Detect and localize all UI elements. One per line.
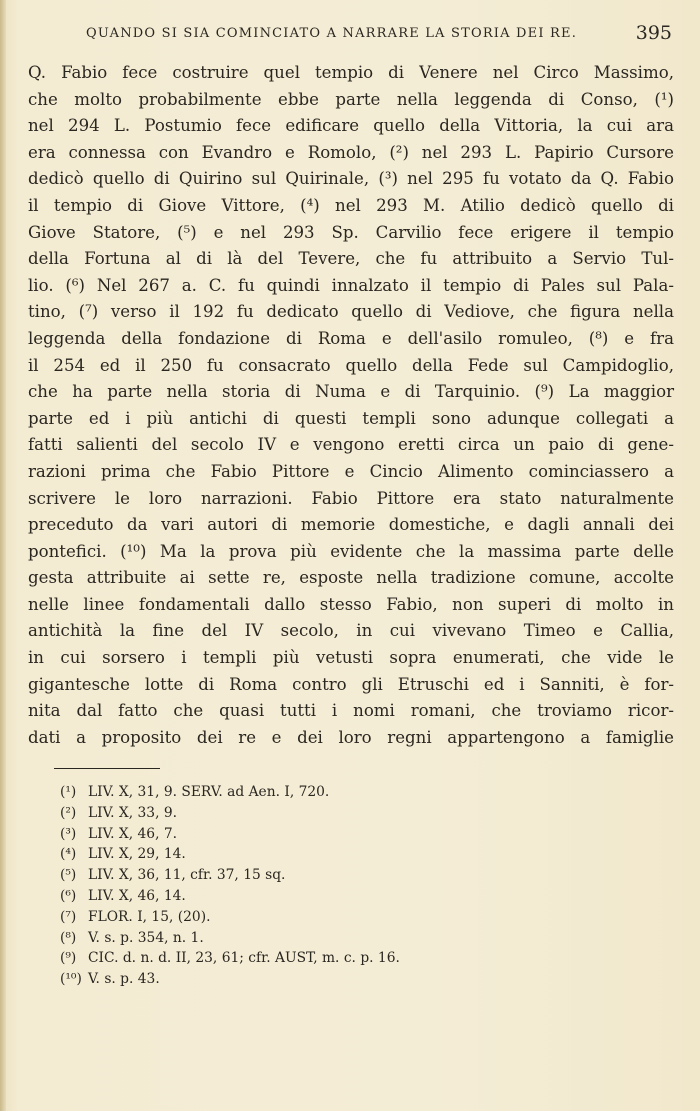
- body-line: Giove Statore, (⁵) e nel 293 Sp. Carvilio fece erigere il tempio: [28, 222, 674, 242]
- running-title: QUANDO SI SIA COMINCIATO A NARRARE LA STORIA DEI RE.: [86, 26, 578, 41]
- footnote-text: V. s. p. 43.: [88, 971, 160, 988]
- body-line: della Fortuna al di là del Tevere, che fu attribuito a Servio Tul-: [28, 249, 674, 269]
- footnote-mark: (⁵): [60, 867, 77, 884]
- footnote: [60, 782, 620, 803]
- body-line: nelle linee fondamentali dallo stesso Fabio, non superi di molto in: [28, 594, 674, 614]
- footnote: [60, 803, 620, 824]
- footnote: [60, 907, 620, 928]
- body-line: dati a proposito dei re e dei loro regni appartengono a famiglie: [28, 727, 674, 747]
- body-line: Q. Fabio fece costruire quel tempio di Venere nel Circo Massimo,: [28, 63, 674, 82]
- body-line: in cui sorsero i templi più vetusti sopra enumerati, che vide le: [28, 648, 674, 668]
- body-line: nita dal fatto che quasi tutti i nomi romani, che troviamo ricor-: [28, 701, 674, 721]
- body-line: nel 294 L. Postumio fece edificare quello della Vittoria, la cui ara: [28, 116, 674, 136]
- footnote-separator: [54, 768, 160, 769]
- body-line: parte ed i più antichi di questi templi sono adunque collegati a: [28, 408, 674, 428]
- body-line: che ha parte nella storia di Numa e di Tarquinio. (⁹) La maggior: [28, 382, 674, 402]
- footnote-mark: (³): [60, 825, 77, 842]
- footnote-mark: (⁹): [60, 950, 77, 967]
- body-line: era connessa con Evandro e Romolo, (²) nel 293 L. Papirio Cursore: [28, 142, 674, 162]
- body-line: leggenda della fondazione di Roma e dell'asilo romuleo, (⁸) e fra: [28, 328, 674, 348]
- body-line: che molto probabilmente ebbe parte nella leggenda di Conso, (¹): [28, 89, 674, 109]
- body-line: il tempio di Giove Vittore, (⁴) nel 293 M. Atilio dedicò quello di: [28, 195, 674, 215]
- body-line: antichità la fine del IV secolo, in cui vivevano Timeo e Callia,: [28, 621, 674, 641]
- footnote: [60, 886, 620, 907]
- footnote: [60, 824, 620, 845]
- body-line: scrivere le loro narrazioni. Fabio Pittore era stato naturalmente: [28, 488, 674, 508]
- footnote-text: LIV. X, 31, 9. SERV. ad Aen. I, 720.: [88, 784, 330, 800]
- footnotes: [60, 782, 620, 990]
- footnote-text: LIV. X, 33, 9.: [88, 804, 178, 821]
- page-edge-shadow: [0, 0, 6, 1111]
- body-line: tino, (⁷) verso il 192 fu dedicato quello di Vediove, che figura nella: [28, 302, 674, 322]
- footnote-mark: (²): [60, 804, 77, 821]
- footnote: [60, 928, 620, 949]
- body-line: fatti salienti del secolo IV e vengono eretti circa un paio di gene-: [28, 435, 674, 455]
- footnote-text: LIV. X, 36, 11, cfr. 37, 15 sq.: [88, 867, 286, 884]
- footnote-text: LIV. X, 46, 14.: [88, 887, 186, 904]
- footnote-text: FLOR. I, 15, (20).: [88, 908, 211, 925]
- footnote: [60, 969, 620, 990]
- footnote-mark: (¹): [60, 784, 77, 800]
- footnote: [60, 948, 620, 969]
- body-line: il 254 ed il 250 fu consacrato quello della Fede sul Campidoglio,: [28, 355, 674, 375]
- footnote-mark: (⁷): [60, 908, 77, 925]
- body-line: dedicò quello di Quirino sul Quirinale, (³) nel 295 fu votato da Q. Fabio: [28, 169, 674, 189]
- body-line: gesta attribuite ai sette re, esposte nella tradizione comune, accolte: [28, 568, 674, 588]
- running-head: [86, 22, 672, 48]
- footnote-text: LIV. X, 29, 14.: [88, 846, 186, 863]
- page-number: 395: [635, 22, 672, 44]
- footnote-text: CIC. d. n. d. II, 23, 61; cfr. AUST, m. c. p. 16.: [88, 950, 400, 967]
- footnote-mark: (⁸): [60, 929, 77, 946]
- body-line: lio. (⁶) Nel 267 a. C. fu quindi innalzato il tempio di Pales sul Pala-: [28, 275, 674, 295]
- body-line: pontefici. (¹⁰) Ma la prova più evidente che la massima parte delle: [28, 541, 674, 561]
- footnote-mark: (⁶): [60, 887, 77, 904]
- body-line: preceduto da vari autori di memorie domestiche, e dagli annali dei: [28, 515, 674, 535]
- footnote-mark: (¹⁰): [60, 971, 82, 988]
- footnote: [60, 865, 620, 886]
- footnote: [60, 844, 620, 865]
- footnote-mark: (⁴): [60, 846, 77, 863]
- footnote-text: V. s. p. 354, n. 1.: [88, 929, 204, 946]
- body-line: razioni prima che Fabio Pittore e Cincio Alimento cominciassero a: [28, 461, 674, 481]
- body-text: [28, 60, 674, 751]
- footnote-text: LIV. X, 46, 7.: [88, 825, 178, 842]
- body-line: gigantesche lotte di Roma contro gli Etruschi ed i Sanniti, è for-: [28, 674, 674, 694]
